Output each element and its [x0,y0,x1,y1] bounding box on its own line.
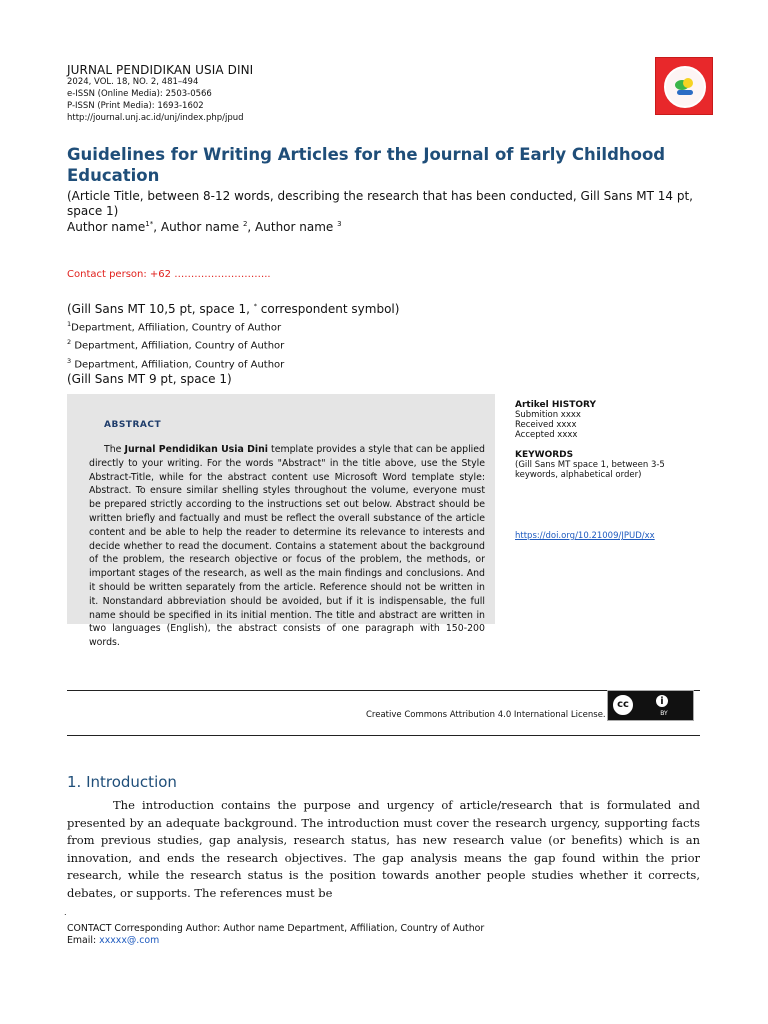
article-history [515,400,685,480]
keywords-note: (Gill Sans MT space 1, between 3-5 keywords, alphabetical order) [515,460,665,480]
author-separator: , [247,220,256,234]
email-line [67,935,484,947]
author-name: Author name [255,220,334,234]
license-rule-bottom [67,735,700,736]
abstract-label: ABSTRACT [104,420,162,430]
affiliation-block [67,299,399,387]
abstract-text: template provides a style that can be applied directly to your writing. For the words "Abstract" in the title above, use the Style Abstract-Title, while for the abstract content use Microsoft Word template style: Abstract. To ensure similar shelling styles throughout the volume, everyone must be prepared strictly according to the instructions set out below. Abstract should be written briefly and factually and must be reflect the overall substance of the article content and be able to help the reader to determine its relevance to interests and decide whether to read the document. Contains a statement about the background of the problem, the research objective or focus of the problem, the methods, or important stages of the research, as well as the main findings and conclusions. And it should be written separately from the article. Reference should not be written in it. Nonstandard abbreviation should be avoided, but if it is indispensable, the full name should be specified in its initial mention. The title and abstract are written in two languages (English), the abstract consists of one paragraph with 150-200 words. [89,444,485,649]
aff-font-note: (Gill Sans MT 9 pt, space 1) [67,371,232,386]
author-list [67,220,342,234]
received-date: Received xxxx [515,420,577,430]
font-note-sup: * [253,302,257,310]
font-note [67,299,399,317]
abstract-box [67,394,495,649]
logo-sun-icon [683,78,693,88]
abstract-journal-name: Jurnal Pendidikan Usia Dini [124,444,268,455]
corresponding-author: CONTACT Corresponding Author: Author name Department, Affiliation, Country of Author [67,923,485,934]
contact-person: Contact person: +62 ……………………….. [67,269,271,280]
introduction-heading: 1. Introduction [67,773,177,791]
footer-contact [67,923,484,947]
abstract-body [89,443,485,650]
accepted-date: Accepted xxxx [515,430,578,440]
aff-text: Department, Affiliation, Country of Author [71,340,285,352]
title-note: (Article Title, between 8-12 words, describing the research that has been conducted, Gill Sans MT 14 pt, space 1) [67,189,693,218]
logo-wave-icon [677,90,693,95]
journal-header [67,64,253,124]
email-link[interactable]: xxxxx@.com [99,935,160,946]
author-name: Author name [160,220,240,234]
font-note-prefix: (Gill Sans MT 10,5 pt, space 1, [67,302,254,316]
journal-url[interactable]: http://journal.unj.ac.id/unj/index.php/jpud [67,113,244,123]
cc-by-badge[interactable] [607,690,694,721]
journal-name: JURNAL PENDIDIKAN USIA DINI [67,63,254,77]
aff-sup: 2 [67,338,72,347]
submition-date: Submition xxxx [515,410,581,420]
aff-text: Department, Affiliation, Country of Author [71,322,282,334]
cc-icon: cc [611,693,635,717]
attribution-icon: i [654,693,670,709]
affiliation-3 [67,354,399,372]
keywords-heading: KEYWORDS [515,450,574,460]
volume-line: 2024, VOL. 18, NO. 2, 481–494 [67,77,199,87]
logo-emblem [664,66,706,108]
aff-sup: 3 [67,356,72,365]
aff-sup: 1 [67,320,72,328]
font-note-suffix: correspondent symbol) [256,302,400,316]
journal-logo [655,57,713,115]
eissn: e-ISSN (Online Media): 2503-0566 [67,89,212,99]
doi-link[interactable]: https://doi.org/10.21009/JPUD/xx [515,531,655,541]
license-rule-top [67,690,700,691]
author-name: Author name [67,220,146,234]
affiliation-2 [67,335,399,353]
author-separator: , [153,220,161,234]
introduction-body: The introduction contains the purpose and urgency of article/research that is formulated and presented by an adequate background. The introduction must cover the research urgency, supporting facts from previous studies, gap analysis, research status, has new research value (or benefits) which is an innovation, and ends the research objectives. The gap analysis means the gap found within the prior research, while the research status is the position towards another people studies whether it corrects, debates, or supports. The references must be [67,798,700,900]
author-sup: 2 [242,220,248,228]
author-sup: 1* [145,220,154,228]
author-sup: 3 [337,220,342,228]
abstract-intro: The [104,444,125,455]
aff-text: Department, Affiliation, Country of Author [71,358,285,370]
email-label: Email: [67,935,100,946]
license-text: Creative Commons Attribution 4.0 International License. [366,710,606,720]
pissn: P-ISSN (Print Media): 1693-1602 [67,101,204,111]
history-heading: Artikel HISTORY [515,400,596,410]
footnote-marker: . [64,908,67,917]
by-label: BY [660,710,668,717]
article-title: Guidelines for Writing Articles for the Journal of Early Childhood Education [67,145,666,185]
affiliation-1 [67,317,399,335]
